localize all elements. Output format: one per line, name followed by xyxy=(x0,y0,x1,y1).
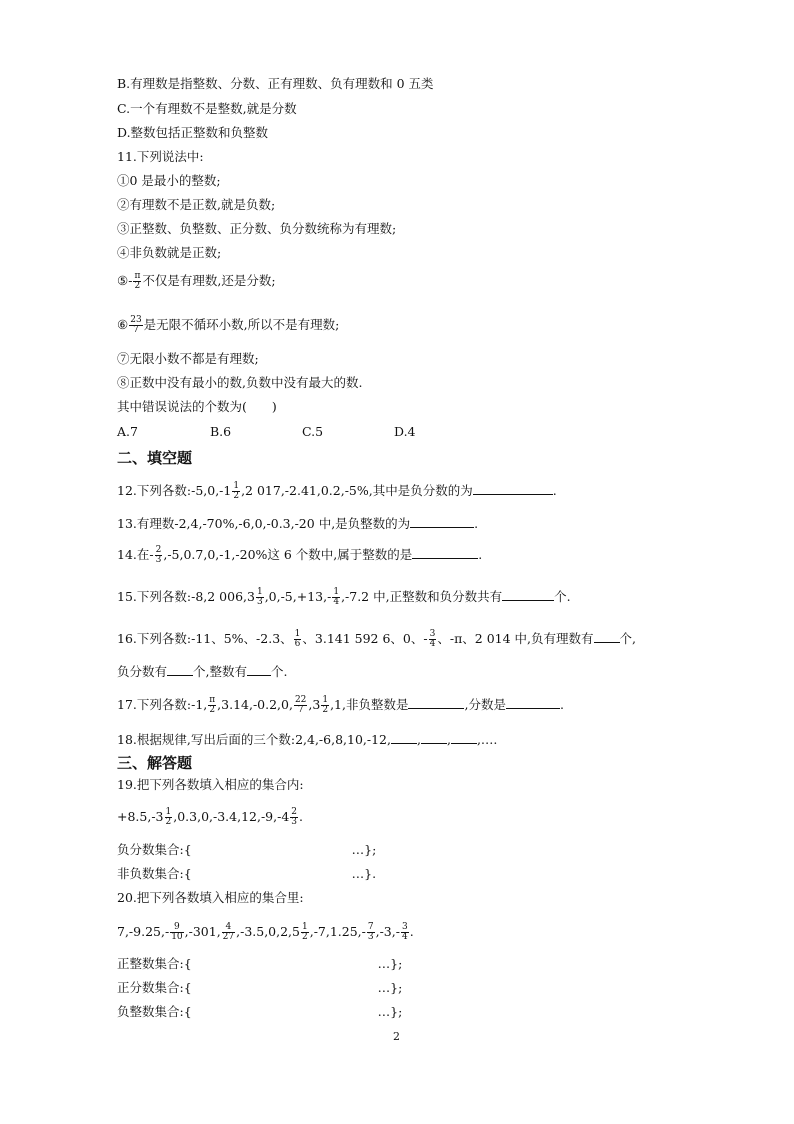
choice-d: D.4 xyxy=(394,424,416,439)
q20-numbers-d: ,-7,1.25,- xyxy=(309,924,366,939)
q20-numbers-e: ,-3,- xyxy=(375,924,400,939)
q20-numbers-end: . xyxy=(409,924,414,939)
fraction xyxy=(294,696,307,715)
q12-end: . xyxy=(552,483,557,498)
numerator: 9 xyxy=(170,923,183,933)
denominator: 2 xyxy=(165,817,172,827)
option-d: D.整数包括正整数和负整数 xyxy=(117,125,269,140)
option-c: C.一个有理数不是整数,就是分数 xyxy=(117,101,297,116)
question-16-line-2 xyxy=(117,663,287,680)
numerator: 23 xyxy=(130,315,142,325)
fraction xyxy=(290,808,298,827)
denominator: 4 xyxy=(401,932,408,942)
q15-end: 个. xyxy=(554,589,571,604)
denominator: 2 xyxy=(301,932,308,942)
question-18 xyxy=(117,731,497,748)
fraction xyxy=(301,923,309,942)
numerator: 2 xyxy=(291,807,298,817)
fraction xyxy=(208,696,216,715)
denominator: 3 xyxy=(291,817,298,827)
set-label: 负整数集合:{ xyxy=(117,1004,192,1019)
denominator: 6 xyxy=(294,639,301,649)
question-15 xyxy=(117,588,571,607)
answer-blank[interactable] xyxy=(247,663,271,676)
answer-blank[interactable] xyxy=(594,630,620,643)
question-17 xyxy=(117,696,564,715)
numerator: 1 xyxy=(233,481,240,491)
numerator: 1 xyxy=(322,695,329,705)
set-label: 正分数集合:{ xyxy=(117,980,192,995)
denominator: 2 xyxy=(209,705,216,715)
q18-sep: , xyxy=(416,732,421,747)
set-close: …}. xyxy=(351,866,377,881)
q19-set-non-negative xyxy=(117,866,376,882)
q20-numbers-b: ,-301, xyxy=(184,924,221,939)
set-close: …}; xyxy=(351,842,377,857)
set-close: …}; xyxy=(377,980,403,995)
q16-line2-a: 负分数有 xyxy=(117,664,168,679)
page-number: 2 xyxy=(393,1030,400,1043)
statement-6-prefix: ⑥ xyxy=(117,317,129,332)
q18-end: ,…. xyxy=(476,732,498,747)
question-13 xyxy=(117,515,478,532)
option-b: B.有理数是指整数、分数、正有理数、负有理数和 0 五类 xyxy=(117,76,434,91)
answer-blank[interactable] xyxy=(451,731,477,744)
question-11: 11.下列说法中: xyxy=(117,149,204,164)
fraction xyxy=(222,923,235,942)
fraction xyxy=(170,923,183,942)
q15-prefix: 15.下列各数:-8,2 006,3 xyxy=(117,589,255,604)
q16-text: 、-π、2 014 中,负有理数有 xyxy=(437,631,594,646)
q14-prefix: 14.在- xyxy=(117,547,154,562)
q17-text: ,1,非负整数是 xyxy=(330,697,409,712)
q19-numbers-a: +8.5,-3 xyxy=(117,809,164,824)
numerator: 1 xyxy=(294,629,301,639)
q17-middle-1: ,3.14,-0.2,0, xyxy=(217,697,293,712)
q20-set-positive-fractions xyxy=(117,980,402,996)
fraction xyxy=(129,316,142,335)
q20-numbers-c: ,-3.5,0,2,5 xyxy=(236,924,300,939)
fraction xyxy=(232,482,240,501)
q16-prefix: 16.下列各数:-11、5%、-2.3、 xyxy=(117,631,293,646)
q17-end: . xyxy=(559,697,564,712)
statement-5-prefix: ⑤- xyxy=(117,273,133,288)
numerator: 3 xyxy=(429,629,436,639)
statement-4: ④非负数就是正数; xyxy=(117,245,222,260)
q16-line2-c: 个. xyxy=(271,664,288,679)
set-label: 非负数集合:{ xyxy=(117,866,192,881)
fraction xyxy=(256,588,264,607)
question-11-ask: 其中错误说法的个数为( ) xyxy=(117,399,277,414)
question-20: 20.把下列各数填入相应的集合里: xyxy=(117,890,304,905)
q19-numbers-b: ,0.3,0,-3.4,12,-9,-4 xyxy=(173,809,290,824)
denominator: 3 xyxy=(155,555,162,565)
numerator: 1 xyxy=(256,587,263,597)
numerator: 4 xyxy=(222,923,235,933)
fraction xyxy=(155,546,163,565)
answer-blank[interactable] xyxy=(412,546,478,559)
q20-set-positive-integers xyxy=(117,956,402,972)
numerator: π xyxy=(134,271,141,281)
q12-text: ,2 017,-2.41,0.2,-5%,其中是负分数的为 xyxy=(241,483,473,498)
answer-blank[interactable] xyxy=(391,731,417,744)
q15-middle: ,0,-5,+13,- xyxy=(264,589,332,604)
q14-end: . xyxy=(478,547,483,562)
statement-2: ②有理数不是正数,就是负数; xyxy=(117,197,276,212)
question-19: 19.把下列各数填入相应的集合内: xyxy=(117,777,304,792)
numerator: 7 xyxy=(367,922,374,932)
q12-prefix: 12.下列各数:-5,0,-1 xyxy=(117,483,232,498)
denominator: 2 xyxy=(322,705,329,715)
statement-6 xyxy=(117,316,339,335)
denominator: 7 xyxy=(133,325,139,335)
set-label: 负分数集合:{ xyxy=(117,842,192,857)
q17-middle-2: ,3 xyxy=(308,697,321,712)
denominator: 3 xyxy=(256,597,263,607)
denominator: 7 xyxy=(297,705,304,715)
q13-end: . xyxy=(474,516,479,531)
choice-b: B.6 xyxy=(210,424,232,439)
numerator: 22 xyxy=(294,695,307,705)
q17-prefix: 17.下列各数:-1, xyxy=(117,697,208,712)
numerator: 1 xyxy=(301,922,308,932)
question-14 xyxy=(117,546,482,565)
fraction xyxy=(332,588,340,607)
statement-6-text: 是无限不循环小数,所以不是有理数; xyxy=(143,317,340,332)
statement-8: ⑧正数中没有最小的数,负数中没有最大的数. xyxy=(117,375,363,390)
fraction xyxy=(401,923,409,942)
section-heading-fill-in: 二、填空题 xyxy=(117,449,193,467)
q15-text: ,-7.2 中,正整数和负分数共有 xyxy=(341,589,503,604)
question-20-numbers xyxy=(117,923,414,942)
q19-set-negative-fractions xyxy=(117,842,376,858)
q16-line2-b: 个,整数有 xyxy=(193,664,247,679)
fraction xyxy=(321,696,329,715)
statement-1: ①0 是最小的整数; xyxy=(117,173,221,188)
answer-blank[interactable] xyxy=(421,731,447,744)
answer-blank[interactable] xyxy=(473,482,553,495)
fraction xyxy=(133,272,141,291)
fraction xyxy=(294,630,302,649)
q14-text: ,-5,0.7,0,-1,-20%这 6 个数中,属于整数的是 xyxy=(163,547,413,562)
statement-5 xyxy=(117,272,276,291)
q20-numbers-a: 7,-9.25,- xyxy=(117,924,170,939)
set-label: 正整数集合:{ xyxy=(117,956,192,971)
question-19-numbers xyxy=(117,808,303,827)
q16-middle: 、3.141 592 6、0、- xyxy=(302,631,428,646)
answer-blank[interactable] xyxy=(408,696,464,709)
q18-text: 18.根据规律,写出后面的三个数:2,4,-6,8,10,-12, xyxy=(117,732,391,747)
section-heading-answers: 三、解答题 xyxy=(117,754,193,772)
denominator: 4 xyxy=(333,597,340,607)
denominator: 10 xyxy=(171,932,183,942)
answer-blank[interactable] xyxy=(410,515,474,528)
set-close: …}; xyxy=(377,1004,403,1019)
q19-numbers-end: . xyxy=(299,809,304,824)
choice-c: C.5 xyxy=(302,424,324,439)
denominator: 4 xyxy=(429,639,436,649)
denominator: 2 xyxy=(134,281,141,291)
question-16 xyxy=(117,630,636,649)
numerator: 2 xyxy=(155,545,162,555)
fraction xyxy=(367,923,375,942)
answer-blank[interactable] xyxy=(167,663,193,676)
answer-blank[interactable] xyxy=(506,696,560,709)
q16-end: 个, xyxy=(619,631,637,646)
q20-set-negative-integers xyxy=(117,1004,402,1020)
fraction xyxy=(429,630,437,649)
q13-text: 13.有理数-2,4,-70%,-6,0,-0.3,-20 中,是负整数的为 xyxy=(117,516,411,531)
numerator: 1 xyxy=(333,587,340,597)
denominator: 27 xyxy=(222,932,235,942)
question-12 xyxy=(117,482,557,501)
answer-blank[interactable] xyxy=(502,588,554,601)
denominator: 3 xyxy=(367,932,374,942)
q17-middle-3: ,分数是 xyxy=(464,697,506,712)
numerator: 1 xyxy=(165,807,172,817)
set-close: …}; xyxy=(377,956,403,971)
denominator: 2 xyxy=(233,491,240,501)
statement-5-text: 不仅是有理数,还是分数; xyxy=(142,273,276,288)
choice-a: A.7 xyxy=(117,424,138,439)
statement-7: ⑦无限小数不都是有理数; xyxy=(117,351,259,366)
numerator: π xyxy=(209,695,216,705)
numerator: 3 xyxy=(401,922,408,932)
q18-sep: , xyxy=(446,732,451,747)
fraction xyxy=(165,808,173,827)
statement-3: ③正整数、负整数、正分数、负分数统称为有理数; xyxy=(117,221,397,236)
